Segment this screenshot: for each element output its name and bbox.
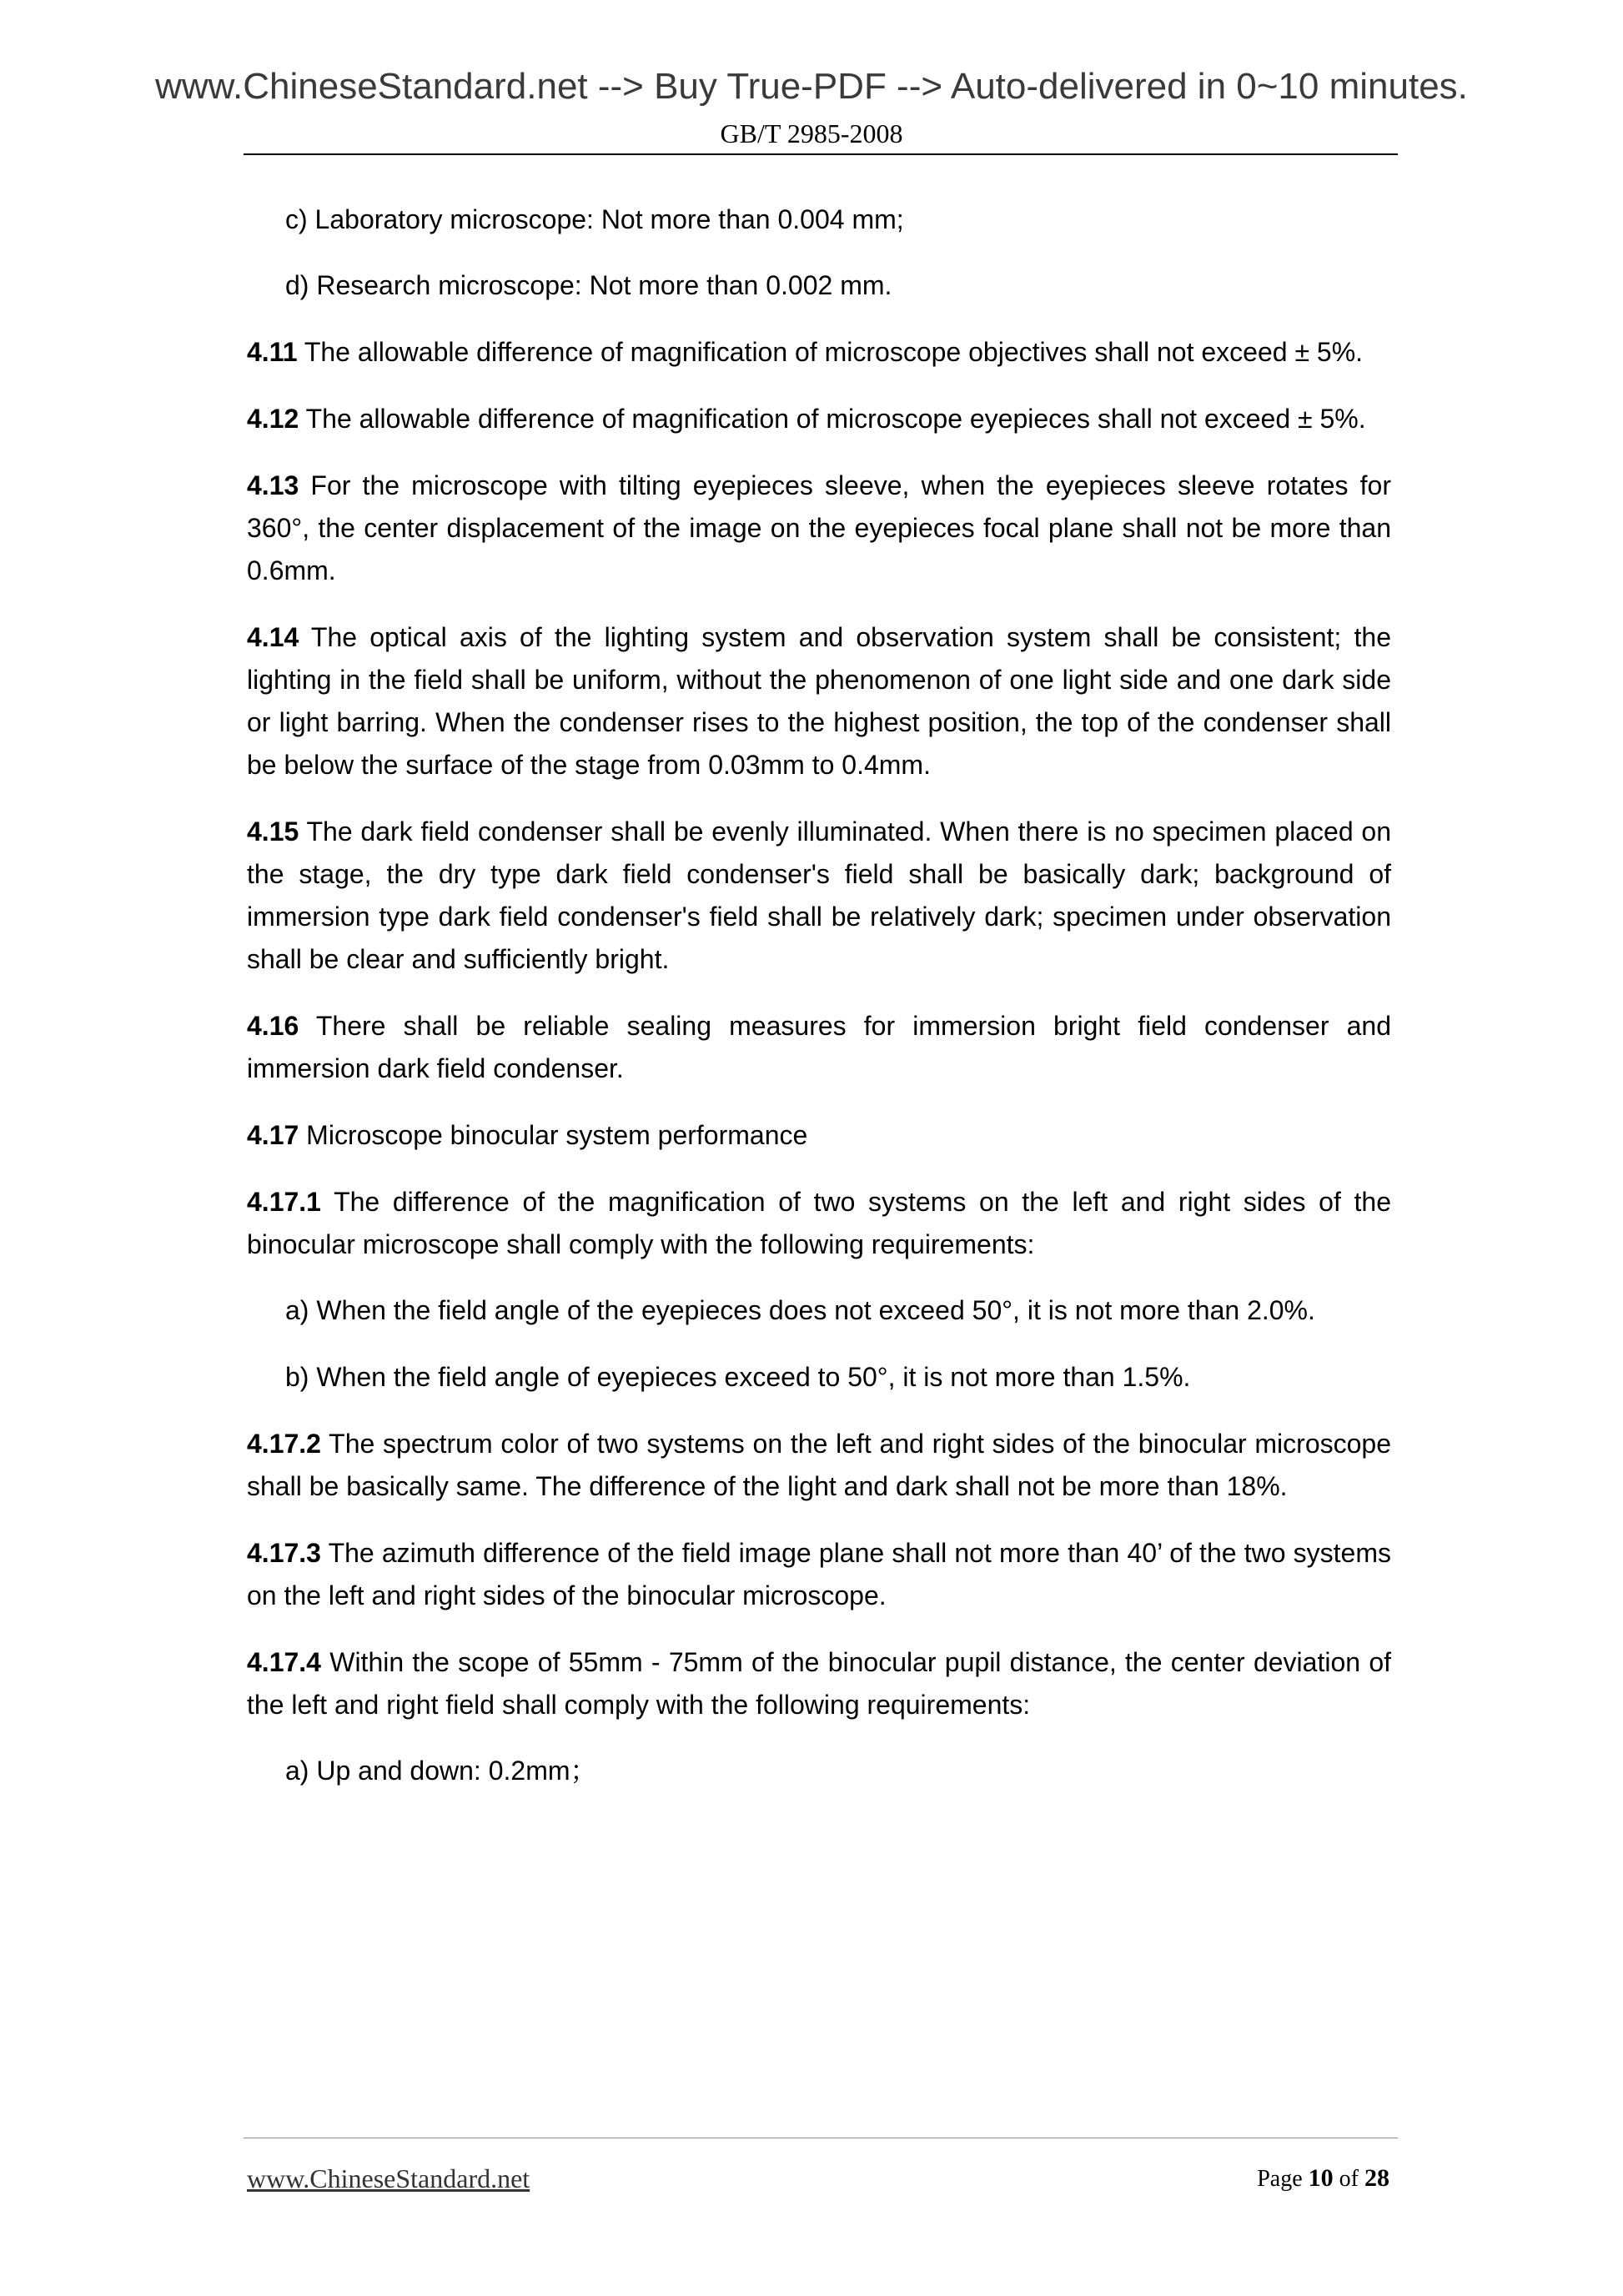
clause-text: Microscope binocular system performance <box>306 1120 808 1150</box>
clause-number: 4.11 <box>247 337 298 367</box>
header-rule <box>244 153 1398 155</box>
item-text: c) Laboratory microscope: Not more than 0.004 mm; <box>285 204 904 234</box>
item-text: a) When the field angle of the eyepieces does not exceed 50°, it is not more than 2.0%. <box>285 1295 1315 1325</box>
clause-number: 4.17.2 <box>247 1429 321 1459</box>
page-of-label: of <box>1339 2166 1359 2192</box>
clause-text: The dark field condenser shall be evenly illuminated. When there is no specimen placed on the stage, the dry type dark field condenser's field shall be basically dark; background of immersion type dark field condenser's field shall be relatively dark; specimen under observation shall be clear and sufficiently bright. <box>247 816 1392 974</box>
clause-number: 4.14 <box>247 622 299 652</box>
header-banner: www.ChineseStandard.net --> Buy True-PDF --> Auto-delivered in 0~10 minutes. <box>155 66 1468 107</box>
clause-text: The allowable difference of magnification of microscope eyepieces shall not exceed ± 5%. <box>305 404 1366 434</box>
clause-text: The spectrum color of two systems on the left and right sides of the binocular microscope shall be basically same. The difference of the light and dark shall not be more than 18%. <box>247 1429 1392 1501</box>
clause-text: Within the scope of 55mm - 75mm of the binocular pupil distance, the center deviation of the left and right field shall comply with the following requirements: <box>247 1647 1392 1720</box>
clause-text: The difference of the magnification of two systems on the left and right sides of the binocular microscope shall comply with the following requirements: <box>247 1187 1392 1259</box>
clause-number: 4.15 <box>247 816 299 847</box>
clause-number: 4.13 <box>247 470 299 500</box>
clause-number: 4.17.4 <box>247 1647 321 1677</box>
list-item <box>247 198 1391 241</box>
clause-4-17-3 <box>247 1532 1391 1617</box>
clause-4-13 <box>247 465 1391 592</box>
clause-text: For the microscope with tilting eyepieces sleeve, when the eyepieces sleeve rotates for 360°, the center displacement of the image on the eyepieces focal plane shall not be more than 0.6mm. <box>247 470 1392 585</box>
clause-4-17-1 <box>247 1181 1391 1266</box>
clause-4-17 <box>247 1114 1391 1157</box>
clause-number: 4.17.1 <box>247 1187 321 1217</box>
clause-4-16 <box>247 1005 1391 1090</box>
clause-4-17-4 <box>247 1641 1391 1726</box>
footer-site-link[interactable]: www.ChineseStandard.net <box>247 2163 530 2193</box>
page-label: Page <box>1257 2166 1303 2192</box>
clause-number: 4.12 <box>247 404 299 434</box>
clause-text: The azimuth difference of the field image plane shall not more than 40’ of the two systems on the left and right sides of the binocular microscope. <box>247 1538 1392 1610</box>
clause-text: The allowable difference of magnification of microscope objectives shall not exceed ± 5%. <box>304 337 1364 367</box>
clause-4-12 <box>247 398 1391 440</box>
list-item <box>247 1289 1391 1332</box>
list-item <box>247 264 1391 307</box>
page-indicator <box>1257 2162 1389 2196</box>
clause-text: The optical axis of the lighting system and observation system shall be consistent; the lighting in the field shall be uniform, without the phenomenon of one light side and one dark side or light barring. When the condenser rises to the highest position, the top of the condenser shall be below the surface of the stage from 0.03mm to 0.4mm. <box>247 622 1392 780</box>
clause-4-17-2 <box>247 1423 1391 1508</box>
page-number: 10 <box>1308 2164 1334 2192</box>
document-body <box>247 198 1391 1792</box>
clause-number: 4.17 <box>247 1120 299 1150</box>
page-total: 28 <box>1364 2164 1389 2192</box>
clause-number: 4.16 <box>247 1011 299 1041</box>
list-item <box>247 1750 1391 1792</box>
list-item <box>247 1356 1391 1399</box>
clause-4-15 <box>247 811 1391 981</box>
item-text: d) Research microscope: Not more than 0.002 mm. <box>285 270 892 300</box>
item-text: a) Up and down: 0.2mm； <box>285 1756 597 1786</box>
clause-4-14 <box>247 616 1391 786</box>
clause-4-11 <box>247 331 1391 374</box>
item-text: b) When the field angle of eyepieces exceed to 50°, it is not more than 1.5%. <box>285 1362 1191 1392</box>
clause-number: 4.17.3 <box>247 1538 321 1568</box>
clause-text: There shall be reliable sealing measures for immersion bright field condenser and immersion dark field condenser. <box>247 1011 1392 1083</box>
standard-code: GB/T 2985-2008 <box>720 118 903 148</box>
